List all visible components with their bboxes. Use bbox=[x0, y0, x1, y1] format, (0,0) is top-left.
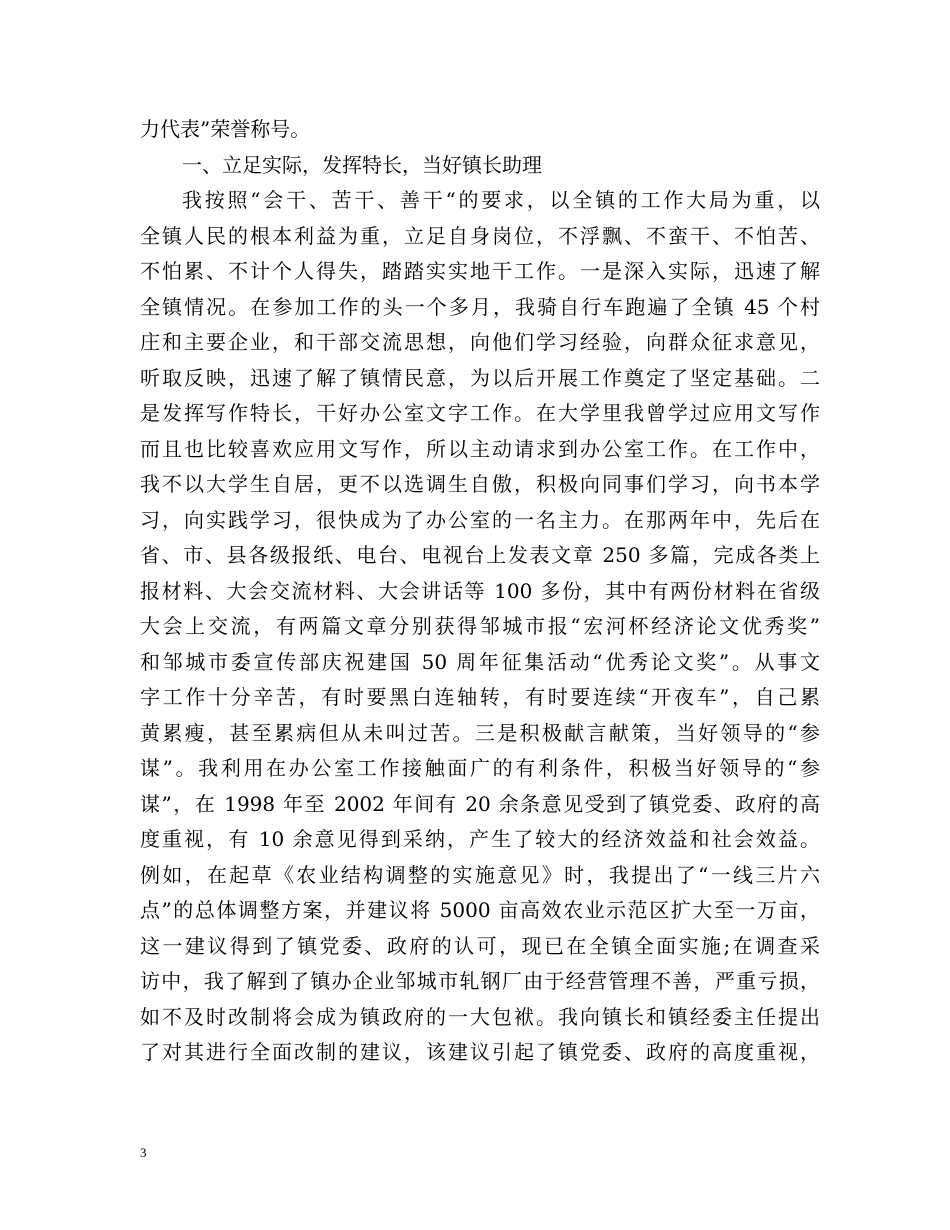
text-line: 是发挥写作特长，干好办公室文字工作。在大学里我曾学过应用文写作 bbox=[140, 401, 820, 425]
text-line: 黄累瘦，甚至累病但从未叫过苦。三是积极献言献策，当好领导的“参 bbox=[140, 720, 820, 745]
text-line: 如不及时改制将会成为镇政府的一大包袱。我向镇长和镇经委主任提出 bbox=[140, 1004, 820, 1029]
text-line: 听取反映，迅速了解了镇情民意，为以后开展工作奠定了坚定基础。二 bbox=[140, 365, 820, 390]
text-line: 访中，我了解到了镇办企业邹城市轧钢厂由于经营管理不善，严重亏损， bbox=[140, 969, 820, 993]
text-line: 我按照“会干、苦干、善干“的要求，以全镇的工作大局为重，以 bbox=[182, 188, 820, 212]
text-line: 例如，在起草《农业结构调整的实施意见》时，我提出了“一线三片六 bbox=[140, 862, 820, 887]
text-line: 这一建议得到了镇党委、政府的认可，现已在全镇全面实施;在调查采 bbox=[140, 933, 820, 958]
text-line: 而且也比较喜欢应用文写作，所以主动请求到办公室工作。在工作中， bbox=[140, 436, 820, 461]
text-line: 全镇情况。在参加工作的头一个多月，我骑自行车跑遍了全镇 45 个村 bbox=[140, 294, 820, 319]
text-line: 习，向实践学习，很快成为了办公室的一名主力。在那两年中，先后在 bbox=[140, 507, 820, 532]
section-heading: 一、立足实际，发挥特长，当好镇长助理 bbox=[182, 152, 542, 177]
text-line: 和邹城市委宣传部庆祝建国 50 周年征集活动“优秀论文奖”。从事文 bbox=[140, 649, 820, 674]
text-line: 字工作十分辛苦，有时要黑白连轴转，有时要连续“开夜车”，自己累 bbox=[140, 685, 820, 709]
text-line: 我不以大学生自居，更不以选调生自傲，积极向同事们学习，向书本学 bbox=[140, 472, 820, 496]
text-line: 谋”。我利用在办公室工作接触面广的有利条件，积极当好领导的“参 bbox=[140, 756, 820, 780]
text-line: 谋”，在 1998 年至 2002 年间有 20 余条意见受到了镇党委、政府的高 bbox=[140, 791, 820, 816]
text-line: 庄和主要企业，和干部交流思想，向他们学习经验，向群众征求意见， bbox=[140, 330, 820, 354]
text-line: 点”的总体调整方案，并建议将 5000 亩高效农业示范区扩大至一万亩， bbox=[140, 898, 820, 922]
text-line: 不怕累、不计个人得失，踏踏实实地干工作。一是深入实际，迅速了解 bbox=[140, 259, 820, 283]
text-line: 报材料、大会交流材料、大会讲话等 100 多份，其中有两份材料在省级 bbox=[140, 578, 820, 603]
text-line: 力代表”荣誉称号。 bbox=[140, 117, 311, 141]
text-line: 全镇人民的根本利益为重，立足自身岗位，不浮飘、不蛮干、不怕苦、 bbox=[140, 223, 820, 248]
text-line: 了对其进行全面改制的建议，该建议引起了镇党委、政府的高度重视， bbox=[140, 1040, 820, 1064]
text-line: 省、市、县各级报纸、电台、电视台上发表文章 250 多篇，完成各类上 bbox=[140, 543, 820, 567]
page-number: 3 bbox=[140, 1145, 147, 1160]
text-line: 度重视，有 10 余意见得到采纳，产生了较大的经济效益和社会效益。 bbox=[140, 827, 820, 851]
body-text bbox=[140, 112, 820, 1071]
text-line: 大会上交流，有两篇文章分别获得邹城市报“宏河杯经济论文优秀奖” bbox=[140, 614, 820, 638]
